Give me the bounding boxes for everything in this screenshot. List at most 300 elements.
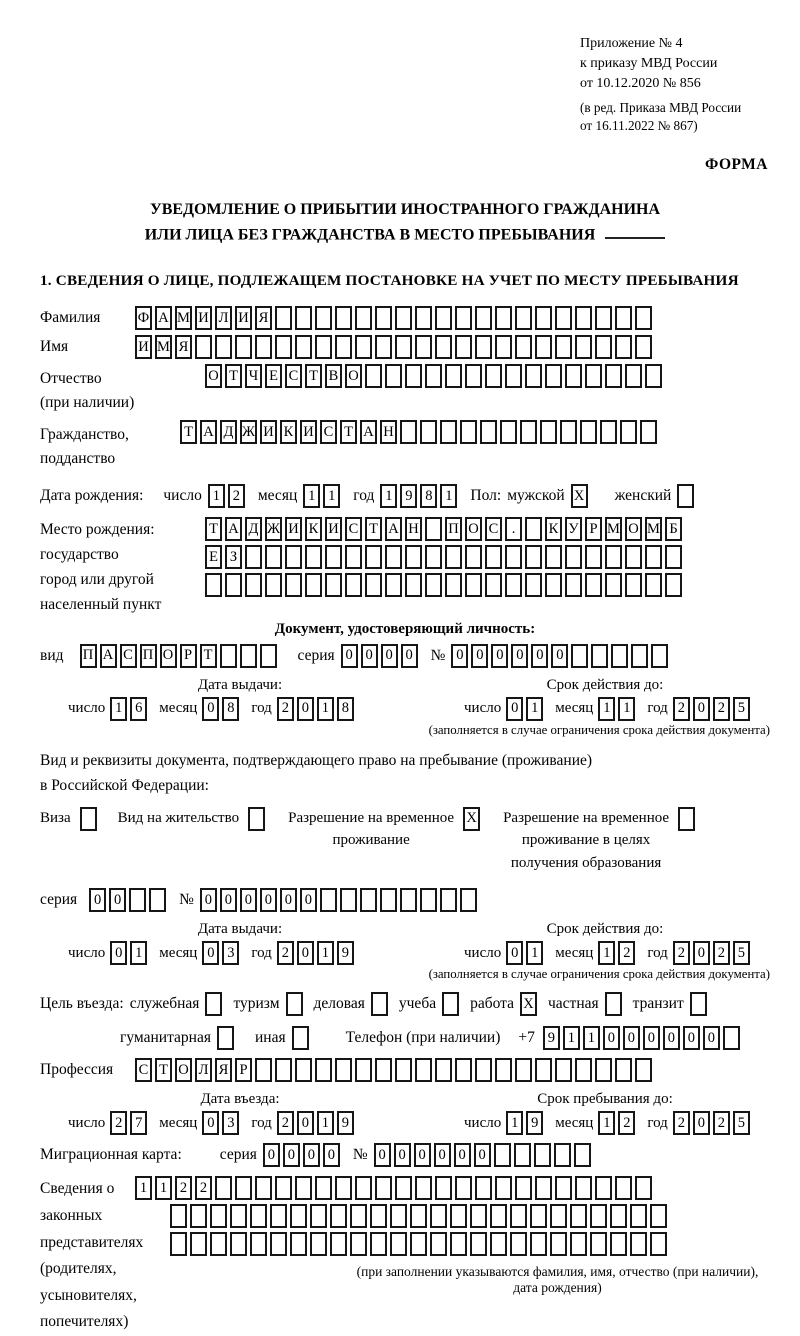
form-cell[interactable]: О <box>625 517 642 541</box>
form-cell[interactable] <box>545 545 562 569</box>
form-cell[interactable] <box>595 1176 612 1200</box>
form-cell[interactable] <box>615 1176 632 1200</box>
form-cell[interactable] <box>554 1143 571 1167</box>
form-cell[interactable]: 0 <box>623 1026 640 1050</box>
form-cell[interactable]: П <box>140 644 157 668</box>
form-cell[interactable] <box>370 1232 387 1256</box>
stay-expiry-month-input[interactable] <box>598 941 638 965</box>
form-cell[interactable]: Н <box>405 517 422 541</box>
form-cell[interactable]: 1 <box>380 484 397 508</box>
form-cell[interactable] <box>610 1232 627 1256</box>
stay-expiry-day-input[interactable] <box>506 941 546 965</box>
form-cell[interactable]: 9 <box>526 1111 543 1135</box>
form-cell[interactable] <box>255 1058 272 1082</box>
form-cell[interactable]: 0 <box>414 1143 431 1167</box>
form-cell[interactable] <box>170 1232 187 1256</box>
form-cell[interactable]: Р <box>235 1058 252 1082</box>
form-cell[interactable]: С <box>345 517 362 541</box>
form-cell[interactable] <box>651 644 668 668</box>
form-cell[interactable]: П <box>445 517 462 541</box>
form-cell[interactable]: Ж <box>240 420 257 444</box>
form-cell[interactable] <box>515 1176 532 1200</box>
form-cell[interactable]: Н <box>380 420 397 444</box>
form-cell[interactable]: 0 <box>202 697 219 721</box>
form-cell[interactable]: 2 <box>175 1176 192 1200</box>
purpose-business-checkbox[interactable] <box>365 992 388 1016</box>
form-cell[interactable] <box>215 335 232 359</box>
form-cell[interactable]: 1 <box>317 1111 334 1135</box>
form-cell[interactable]: 8 <box>420 484 437 508</box>
form-cell[interactable] <box>480 420 497 444</box>
temp-residence-education-checkbox[interactable] <box>669 807 695 831</box>
form-cell[interactable] <box>400 888 417 912</box>
form-cell[interactable] <box>285 545 302 569</box>
form-cell[interactable] <box>515 335 532 359</box>
form-cell[interactable] <box>560 420 577 444</box>
stay-issue-month-input[interactable] <box>202 941 242 965</box>
doc-series-input[interactable] <box>341 644 421 668</box>
form-cell[interactable] <box>400 420 417 444</box>
form-cell[interactable]: 1 <box>618 697 635 721</box>
form-cell[interactable] <box>575 306 592 330</box>
form-cell[interactable]: 9 <box>337 1111 354 1135</box>
form-cell[interactable]: О <box>465 517 482 541</box>
form-cell[interactable]: Т <box>225 364 242 388</box>
form-cell[interactable] <box>455 1058 472 1082</box>
form-cell[interactable]: Д <box>220 420 237 444</box>
form-cell[interactable] <box>285 573 302 597</box>
form-cell[interactable]: 2 <box>673 697 690 721</box>
form-cell[interactable] <box>425 517 442 541</box>
form-cell[interactable] <box>515 306 532 330</box>
form-cell[interactable]: 0 <box>300 888 317 912</box>
form-cell[interactable]: К <box>305 517 322 541</box>
form-cell[interactable]: И <box>285 517 302 541</box>
form-cell[interactable]: 2 <box>618 1111 635 1135</box>
birth-place-row2-input[interactable] <box>205 545 770 569</box>
form-cell[interactable]: 0 <box>434 1143 451 1167</box>
stay-issue-year-input[interactable] <box>277 941 357 965</box>
form-cell[interactable] <box>305 573 322 597</box>
form-cell[interactable]: 2 <box>195 1176 212 1200</box>
form-cell[interactable]: 0 <box>703 1026 720 1050</box>
form-cell[interactable]: У <box>565 517 582 541</box>
form-cell[interactable] <box>355 1058 372 1082</box>
form-cell[interactable] <box>645 364 662 388</box>
form-cell[interactable]: 0 <box>663 1026 680 1050</box>
form-cell[interactable] <box>525 364 542 388</box>
form-cell[interactable]: С <box>320 420 337 444</box>
form-cell[interactable] <box>475 1176 492 1200</box>
form-cell[interactable] <box>645 573 662 597</box>
form-cell[interactable] <box>585 545 602 569</box>
form-cell[interactable]: 2 <box>713 941 730 965</box>
form-cell[interactable] <box>435 1176 452 1200</box>
form-cell[interactable] <box>555 1176 572 1200</box>
form-cell[interactable] <box>310 1232 327 1256</box>
mc-series-input[interactable] <box>263 1143 343 1167</box>
form-cell[interactable]: . <box>505 517 522 541</box>
form-cell[interactable] <box>605 573 622 597</box>
sex-female-checkbox[interactable] <box>677 484 697 508</box>
form-cell[interactable] <box>485 573 502 597</box>
purpose-transit-checkbox[interactable] <box>684 992 707 1016</box>
form-cell[interactable]: 0 <box>551 644 568 668</box>
form-cell[interactable]: Д <box>245 517 262 541</box>
form-cell[interactable]: 1 <box>303 484 320 508</box>
form-cell[interactable]: 0 <box>454 1143 471 1167</box>
form-cell[interactable]: Л <box>215 306 232 330</box>
form-cell[interactable] <box>535 335 552 359</box>
visa-checkbox[interactable] <box>71 807 97 831</box>
form-cell[interactable]: 0 <box>683 1026 700 1050</box>
form-cell[interactable]: 1 <box>598 941 615 965</box>
form-cell[interactable] <box>611 644 628 668</box>
form-cell[interactable] <box>635 1176 652 1200</box>
birth-place-row1-input[interactable] <box>205 517 770 541</box>
form-cell[interactable] <box>425 364 442 388</box>
form-cell[interactable]: 5 <box>733 1111 750 1135</box>
form-cell[interactable] <box>235 1176 252 1200</box>
form-cell[interactable] <box>465 364 482 388</box>
form-cell[interactable]: 0 <box>202 1111 219 1135</box>
form-cell[interactable] <box>534 1143 551 1167</box>
form-cell[interactable]: Ф <box>135 306 152 330</box>
form-cell[interactable] <box>390 1232 407 1256</box>
form-cell[interactable]: О <box>345 364 362 388</box>
form-cell[interactable] <box>295 1176 312 1200</box>
form-cell[interactable]: С <box>120 644 137 668</box>
form-cell[interactable] <box>490 1232 507 1256</box>
form-cell[interactable]: 0 <box>89 888 106 912</box>
purpose-private-checkbox[interactable] <box>599 992 622 1016</box>
form-cell[interactable] <box>365 364 382 388</box>
form-cell[interactable] <box>190 1232 207 1256</box>
form-cell[interactable]: 0 <box>643 1026 660 1050</box>
form-cell[interactable] <box>330 1232 347 1256</box>
patronymic-input[interactable] <box>205 364 665 388</box>
form-cell[interactable]: 0 <box>511 644 528 668</box>
form-cell[interactable] <box>550 1232 567 1256</box>
form-cell[interactable]: И <box>325 517 342 541</box>
form-cell[interactable] <box>525 545 542 569</box>
form-cell[interactable]: 9 <box>400 484 417 508</box>
form-cell[interactable]: И <box>195 306 212 330</box>
form-cell[interactable] <box>595 306 612 330</box>
form-cell[interactable] <box>325 573 342 597</box>
form-cell[interactable]: О <box>160 644 177 668</box>
form-cell[interactable] <box>80 807 97 831</box>
form-cell[interactable]: 2 <box>277 1111 294 1135</box>
form-cell[interactable] <box>265 573 282 597</box>
form-cell[interactable] <box>490 1204 507 1228</box>
residence-permit-checkbox[interactable] <box>239 807 265 831</box>
form-cell[interactable]: 0 <box>401 644 418 668</box>
form-cell[interactable] <box>565 545 582 569</box>
form-cell[interactable]: М <box>645 517 662 541</box>
form-cell[interactable] <box>375 306 392 330</box>
form-cell[interactable]: 0 <box>693 1111 710 1135</box>
doc-issue-month-input[interactable] <box>202 697 242 721</box>
form-cell[interactable] <box>510 1204 527 1228</box>
form-cell[interactable] <box>305 545 322 569</box>
form-cell[interactable]: Ч <box>245 364 262 388</box>
form-cell[interactable]: А <box>385 517 402 541</box>
form-cell[interactable] <box>465 573 482 597</box>
form-cell[interactable]: 0 <box>531 644 548 668</box>
purpose-other-checkbox[interactable] <box>286 1026 309 1050</box>
form-cell[interactable]: 3 <box>222 1111 239 1135</box>
form-cell[interactable] <box>625 573 642 597</box>
form-cell[interactable] <box>630 1204 647 1228</box>
form-cell[interactable] <box>575 1058 592 1082</box>
form-cell[interactable]: 0 <box>297 697 314 721</box>
form-cell[interactable] <box>723 1026 740 1050</box>
birth-year-input[interactable] <box>380 484 460 508</box>
form-cell[interactable]: 2 <box>110 1111 127 1135</box>
form-cell[interactable] <box>445 364 462 388</box>
form-cell[interactable] <box>420 888 437 912</box>
form-cell[interactable]: 0 <box>297 941 314 965</box>
form-cell[interactable] <box>395 1176 412 1200</box>
representatives-row3-input[interactable] <box>170 1232 770 1256</box>
form-cell[interactable]: О <box>205 364 222 388</box>
form-cell[interactable] <box>610 1204 627 1228</box>
form-cell[interactable] <box>565 364 582 388</box>
form-cell[interactable]: 3 <box>222 941 239 965</box>
doc-expiry-day-input[interactable] <box>506 697 546 721</box>
form-cell[interactable]: Т <box>340 420 357 444</box>
form-cell[interactable] <box>440 888 457 912</box>
phone-input[interactable] <box>543 1026 743 1050</box>
form-cell[interactable] <box>270 1204 287 1228</box>
form-cell[interactable] <box>355 306 372 330</box>
form-cell[interactable] <box>315 1058 332 1082</box>
form-cell[interactable] <box>580 420 597 444</box>
form-cell[interactable] <box>600 420 617 444</box>
form-cell[interactable]: 1 <box>317 697 334 721</box>
form-cell[interactable] <box>514 1143 531 1167</box>
form-cell[interactable] <box>240 644 257 668</box>
form-cell[interactable] <box>415 1058 432 1082</box>
form-cell[interactable] <box>315 335 332 359</box>
form-cell[interactable] <box>385 573 402 597</box>
sex-male-checkbox[interactable] <box>571 484 591 508</box>
form-cell[interactable]: 9 <box>337 941 354 965</box>
form-cell[interactable]: Т <box>205 517 222 541</box>
form-cell[interactable] <box>615 335 632 359</box>
form-cell[interactable]: 0 <box>506 697 523 721</box>
form-cell[interactable] <box>571 644 588 668</box>
form-cell[interactable]: 0 <box>303 1143 320 1167</box>
form-cell[interactable] <box>540 420 557 444</box>
form-cell[interactable] <box>630 1232 647 1256</box>
stay-number-input[interactable] <box>200 888 480 912</box>
form-cell[interactable] <box>455 1176 472 1200</box>
form-cell[interactable] <box>375 335 392 359</box>
form-cell[interactable] <box>395 335 412 359</box>
form-cell[interactable]: 2 <box>277 697 294 721</box>
form-cell[interactable] <box>250 1232 267 1256</box>
form-cell[interactable]: А <box>225 517 242 541</box>
form-cell[interactable] <box>355 1176 372 1200</box>
form-cell[interactable] <box>395 1058 412 1082</box>
form-cell[interactable] <box>520 420 537 444</box>
form-cell[interactable]: 0 <box>283 1143 300 1167</box>
form-cell[interactable] <box>595 1058 612 1082</box>
form-cell[interactable]: X <box>463 807 480 831</box>
form-cell[interactable]: 0 <box>394 1143 411 1167</box>
form-cell[interactable] <box>455 306 472 330</box>
form-cell[interactable] <box>475 306 492 330</box>
form-cell[interactable]: Я <box>215 1058 232 1082</box>
form-cell[interactable] <box>265 545 282 569</box>
form-cell[interactable] <box>615 1058 632 1082</box>
form-cell[interactable] <box>590 1232 607 1256</box>
form-cell[interactable]: В <box>325 364 342 388</box>
form-cell[interactable]: Т <box>180 420 197 444</box>
entry-year-input[interactable] <box>277 1111 357 1135</box>
form-cell[interactable]: Я <box>255 306 272 330</box>
form-cell[interactable] <box>405 364 422 388</box>
form-cell[interactable] <box>405 545 422 569</box>
form-cell[interactable]: 7 <box>130 1111 147 1135</box>
form-cell[interactable]: 1 <box>135 1176 152 1200</box>
form-cell[interactable] <box>505 545 522 569</box>
form-cell[interactable] <box>350 1232 367 1256</box>
form-cell[interactable] <box>678 807 695 831</box>
form-cell[interactable] <box>275 1176 292 1200</box>
form-cell[interactable] <box>640 420 657 444</box>
form-cell[interactable] <box>565 573 582 597</box>
purpose-tourism-checkbox[interactable] <box>280 992 303 1016</box>
form-cell[interactable] <box>605 545 622 569</box>
form-cell[interactable] <box>350 1204 367 1228</box>
form-cell[interactable] <box>260 644 277 668</box>
form-cell[interactable]: 0 <box>474 1143 491 1167</box>
representatives-row2-input[interactable] <box>170 1204 770 1228</box>
form-cell[interactable]: 0 <box>374 1143 391 1167</box>
form-cell[interactable] <box>415 335 432 359</box>
doc-issue-year-input[interactable] <box>277 697 357 721</box>
form-cell[interactable] <box>215 1176 232 1200</box>
birth-day-input[interactable] <box>208 484 248 508</box>
form-cell[interactable]: 2 <box>713 697 730 721</box>
form-cell[interactable] <box>205 573 222 597</box>
form-cell[interactable] <box>415 1176 432 1200</box>
form-cell[interactable]: Т <box>365 517 382 541</box>
form-cell[interactable] <box>230 1204 247 1228</box>
form-cell[interactable] <box>345 573 362 597</box>
form-cell[interactable] <box>195 335 212 359</box>
form-cell[interactable]: А <box>200 420 217 444</box>
form-cell[interactable] <box>485 545 502 569</box>
form-cell[interactable] <box>292 1026 309 1050</box>
form-cell[interactable]: 0 <box>297 1111 314 1135</box>
form-cell[interactable] <box>550 1204 567 1228</box>
form-cell[interactable]: 0 <box>693 697 710 721</box>
form-cell[interactable] <box>470 1204 487 1228</box>
form-cell[interactable] <box>380 888 397 912</box>
form-cell[interactable] <box>275 335 292 359</box>
form-cell[interactable]: И <box>135 335 152 359</box>
form-cell[interactable]: 1 <box>526 941 543 965</box>
stay-until-year-input[interactable] <box>673 1111 753 1135</box>
form-cell[interactable] <box>495 1176 512 1200</box>
entry-month-input[interactable] <box>202 1111 242 1135</box>
form-cell[interactable]: Е <box>205 545 222 569</box>
form-cell[interactable]: 0 <box>109 888 126 912</box>
form-cell[interactable] <box>435 335 452 359</box>
form-cell[interactable] <box>295 1058 312 1082</box>
form-cell[interactable]: А <box>360 420 377 444</box>
form-cell[interactable]: 2 <box>618 941 635 965</box>
form-cell[interactable] <box>345 545 362 569</box>
form-cell[interactable] <box>442 992 459 1016</box>
form-cell[interactable] <box>315 306 332 330</box>
form-cell[interactable]: Р <box>180 644 197 668</box>
form-cell[interactable]: 0 <box>110 941 127 965</box>
form-cell[interactable]: 0 <box>361 644 378 668</box>
form-cell[interactable] <box>635 306 652 330</box>
form-cell[interactable] <box>371 992 388 1016</box>
form-cell[interactable]: З <box>225 545 242 569</box>
form-cell[interactable] <box>335 306 352 330</box>
form-cell[interactable] <box>525 517 542 541</box>
form-cell[interactable] <box>245 545 262 569</box>
form-cell[interactable]: 8 <box>337 697 354 721</box>
doc-expiry-year-input[interactable] <box>673 697 753 721</box>
form-cell[interactable] <box>485 364 502 388</box>
form-cell[interactable] <box>585 573 602 597</box>
form-cell[interactable] <box>575 335 592 359</box>
form-cell[interactable] <box>295 306 312 330</box>
form-cell[interactable]: 2 <box>673 941 690 965</box>
form-cell[interactable] <box>570 1204 587 1228</box>
form-cell[interactable]: 1 <box>130 941 147 965</box>
form-cell[interactable] <box>535 1058 552 1082</box>
form-cell[interactable]: 0 <box>471 644 488 668</box>
form-cell[interactable] <box>591 644 608 668</box>
form-cell[interactable] <box>650 1232 667 1256</box>
form-cell[interactable]: 9 <box>543 1026 560 1050</box>
form-cell[interactable]: 0 <box>260 888 277 912</box>
form-cell[interactable] <box>410 1232 427 1256</box>
form-cell[interactable]: 2 <box>713 1111 730 1135</box>
form-cell[interactable] <box>505 364 522 388</box>
form-cell[interactable]: 1 <box>208 484 225 508</box>
profession-input[interactable] <box>135 1058 655 1082</box>
form-cell[interactable] <box>575 1176 592 1200</box>
form-cell[interactable] <box>420 420 437 444</box>
given-name-input[interactable] <box>135 335 655 359</box>
form-cell[interactable]: О <box>175 1058 192 1082</box>
form-cell[interactable]: Т <box>305 364 322 388</box>
doc-expiry-month-input[interactable] <box>598 697 638 721</box>
form-cell[interactable] <box>525 573 542 597</box>
form-cell[interactable] <box>335 335 352 359</box>
form-cell[interactable] <box>365 573 382 597</box>
form-cell[interactable] <box>635 335 652 359</box>
form-cell[interactable]: 1 <box>506 1111 523 1135</box>
form-cell[interactable] <box>430 1232 447 1256</box>
form-cell[interactable]: 0 <box>240 888 257 912</box>
form-cell[interactable] <box>248 807 265 831</box>
purpose-study-checkbox[interactable] <box>436 992 459 1016</box>
form-cell[interactable]: М <box>605 517 622 541</box>
form-cell[interactable]: Л <box>195 1058 212 1082</box>
form-cell[interactable] <box>631 644 648 668</box>
